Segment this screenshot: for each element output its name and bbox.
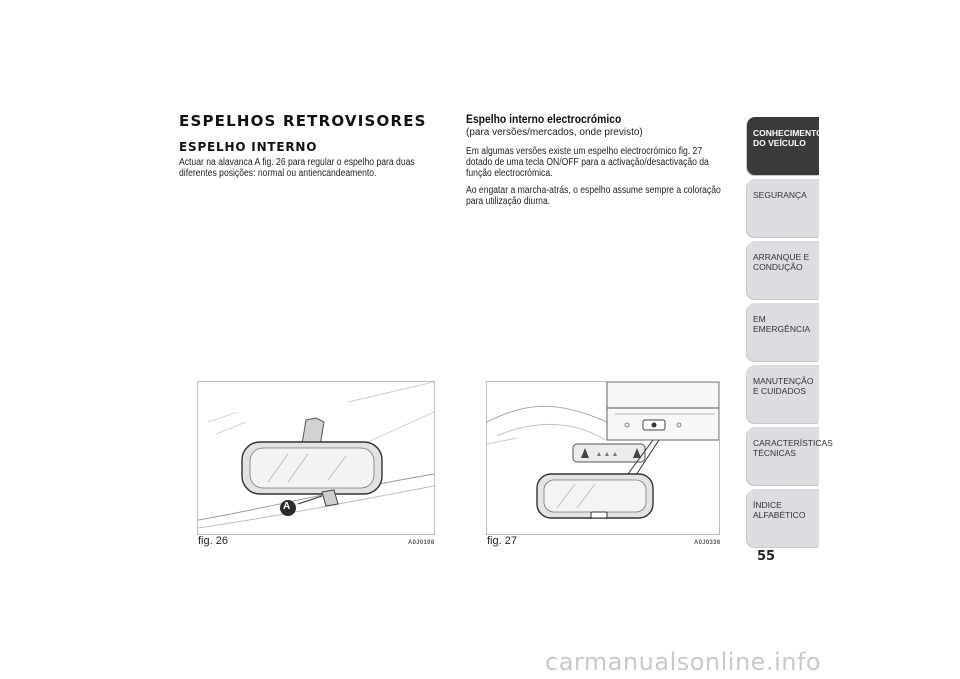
right-paragraph-1: Em algumas versões existe um espelho electrocrómico fig. 27 dotado de uma tecla ON/OFF para a activação/desactivação da função electrocrómica. <box>466 146 709 179</box>
tab-indice-alfabetico[interactable] <box>747 489 819 547</box>
right-paragraph-2: Ao engatar a marcha-atrás, o espelho assume sempre a coloração para utilização diurna. <box>466 185 721 207</box>
figure-27-caption: fig. 27 <box>487 535 517 547</box>
tab-em-emergencia[interactable] <box>747 303 819 361</box>
figure-27 <box>486 381 720 535</box>
figure-27-code: A0J0336 <box>694 540 721 546</box>
right-heading: Espelho interno electrocrómico <box>466 114 622 126</box>
subsection-heading: ESPELHO INTERNO <box>179 140 318 154</box>
tab-seguranca[interactable] <box>747 179 819 237</box>
figure-26-caption: fig. 26 <box>198 535 228 547</box>
tab-caracteristicas-tecnicas[interactable] <box>747 427 833 485</box>
rearview-mirror-illustration <box>198 382 434 534</box>
tab-conhecimento-do-veiculo[interactable] <box>747 117 823 175</box>
tab-label: EM EMERGÊNCIA <box>753 314 811 334</box>
figure-26 <box>197 381 435 535</box>
tab-label: CONHECIMENTO DO VEÍCULO <box>753 128 823 148</box>
tab-label: ARRANQUE E CONDUÇÃO <box>753 252 810 272</box>
tab-arranque-e-conducao[interactable] <box>747 241 819 299</box>
tab-label: MANUTENÇÃO E CUIDADOS <box>753 376 814 396</box>
tab-manutencao-e-cuidados[interactable] <box>747 365 819 423</box>
tab-label: SEGURANÇA <box>753 190 807 200</box>
tab-label: ÍNDICE ALFABÉTICO <box>753 500 806 520</box>
callout-a-label: A <box>283 501 291 512</box>
page-number: 55 <box>757 549 776 564</box>
section-heading: ESPELHOS RETROVISORES <box>179 112 427 130</box>
figure-26-code: A0J0108 <box>408 540 435 546</box>
electrochromic-mirror-illustration <box>487 382 719 534</box>
watermark: carmanualsonline.info <box>545 648 822 676</box>
right-subtitle: (para versões/mercados, onde previsto) <box>466 127 643 138</box>
left-paragraph: Actuar na alavanca A fig. 26 para regular o espelho para duas diferentes posições: normal ou antiencandeamento. <box>179 157 415 179</box>
tab-label: CARACTERÍSTICAS TÉCNICAS <box>753 438 833 458</box>
